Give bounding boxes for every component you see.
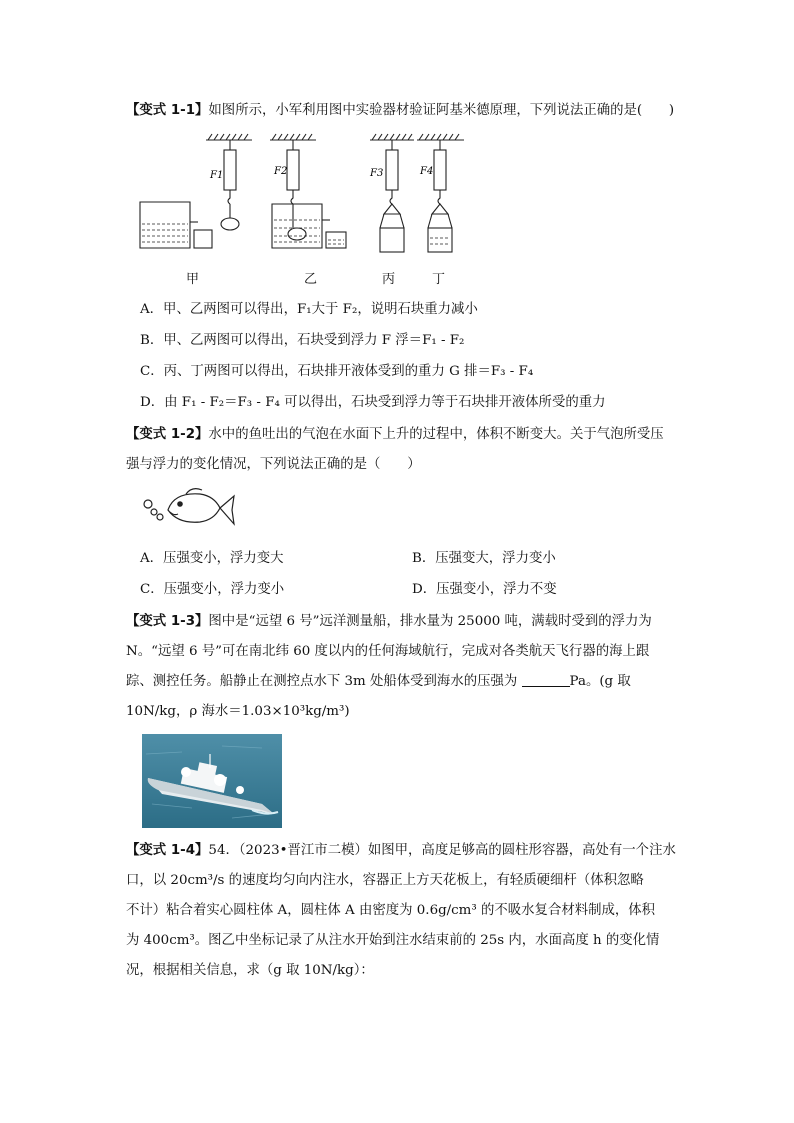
- q3-text-1: 图中是“远望 6 号”远洋测量船，排水量为 25000 吨，满载时受到的浮力为: [208, 614, 652, 629]
- q4-tag: 【变式 1-4】: [126, 843, 209, 858]
- q3-stem-line4: 10N/kg，ρ 海水＝1.03×10³kg/m³): [126, 704, 350, 719]
- q1-option-c: C．丙、丁两图可以得出，石块排开液体受到的重力 G 排＝F₃ - F₄: [140, 364, 534, 379]
- q1-tag: 【变式 1-1】: [126, 103, 209, 118]
- q4-text-1: 54．（2023•晋江市二模）如图甲，高度足够高的圆柱形容器，高处有一个注水: [208, 843, 676, 858]
- answer-blank[interactable]: [522, 672, 570, 687]
- q4-stem-line2: 口，以 20cm³/s 的速度均匀向内注水，容器正上方天花板上，有轻质硬细杆（体积忽略: [126, 873, 644, 888]
- archimedes-experiment-figure: [134, 132, 474, 268]
- q2-option-b: B．压强变大，浮力变小: [412, 551, 556, 566]
- q3-stem-line3: [126, 672, 686, 692]
- caption-jia: 甲: [186, 272, 200, 287]
- caption-yi: 乙: [304, 272, 318, 287]
- label-f1: F1: [210, 170, 224, 181]
- label-f2: F2: [274, 166, 288, 177]
- q1-stem: [126, 101, 686, 121]
- q2-stem-line1: [126, 425, 686, 445]
- q2-option-a: A．压强变小，浮力变大: [140, 551, 284, 566]
- label-f3: F3: [370, 168, 384, 179]
- q3-stem-line1: [126, 612, 686, 632]
- q3-tag: 【变式 1-3】: [126, 614, 209, 629]
- fish-figure: [140, 484, 240, 534]
- q2-text-1: 水中的鱼吐出的气泡在水面下上升的过程中，体积不断变大。关于气泡所受压: [208, 427, 664, 442]
- q1-option-b: B．甲、乙两图可以得出，石块受到浮力 F 浮＝F₁ - F₂: [140, 333, 465, 348]
- q3-stem-line2: N。“远望 6 号”可在南北纬 60 度以内的任何海域航行，完成对各类航天飞行器的海上跟: [126, 644, 650, 659]
- q2-tag: 【变式 1-2】: [126, 427, 209, 442]
- caption-bing: 丙: [382, 272, 396, 287]
- q3-text-3b: Pa。(g 取: [569, 674, 631, 689]
- label-f4: F4: [420, 166, 434, 177]
- q3-text-3a: 踪、测控任务。船静止在测控点水下 3m 处船体受到海水的压强为: [126, 674, 522, 689]
- q4-stem-line1: [126, 841, 686, 861]
- ship-photo: [142, 734, 282, 828]
- q1-text: 如图所示，小军利用图中实验器材验证阿基米德原理，下列说法正确的是( ): [208, 103, 675, 118]
- q4-stem-line3: 不计）粘合着实心圆柱体 A，圆柱体 A 由密度为 0.6g/cm³ 的不吸水复合材料制成，体积: [126, 903, 656, 918]
- q1-option-a: A．甲、乙两图可以得出，F₁大于 F₂，说明石块重力减小: [140, 302, 478, 317]
- caption-ding: 丁: [432, 272, 446, 287]
- q2-stem-line2: 强与浮力的变化情况，下列说法正确的是（ ）: [126, 457, 421, 472]
- q2-option-c: C．压强变小，浮力变小: [140, 582, 285, 597]
- q4-stem-line4: 为 400cm³。图乙中坐标记录了从注水开始到注水结束前的 25s 内，水面高度 h 的变化情: [126, 933, 660, 948]
- q4-stem-line5: 况，根据相关信息，求（g 取 10N/kg）：: [126, 963, 374, 978]
- q2-option-d: D．压强变小，浮力不变: [412, 582, 557, 597]
- q1-option-d: D．由 F₁ - F₂＝F₃ - F₄ 可以得出，石块受到浮力等于石块排开液体所受的重力: [140, 395, 606, 410]
